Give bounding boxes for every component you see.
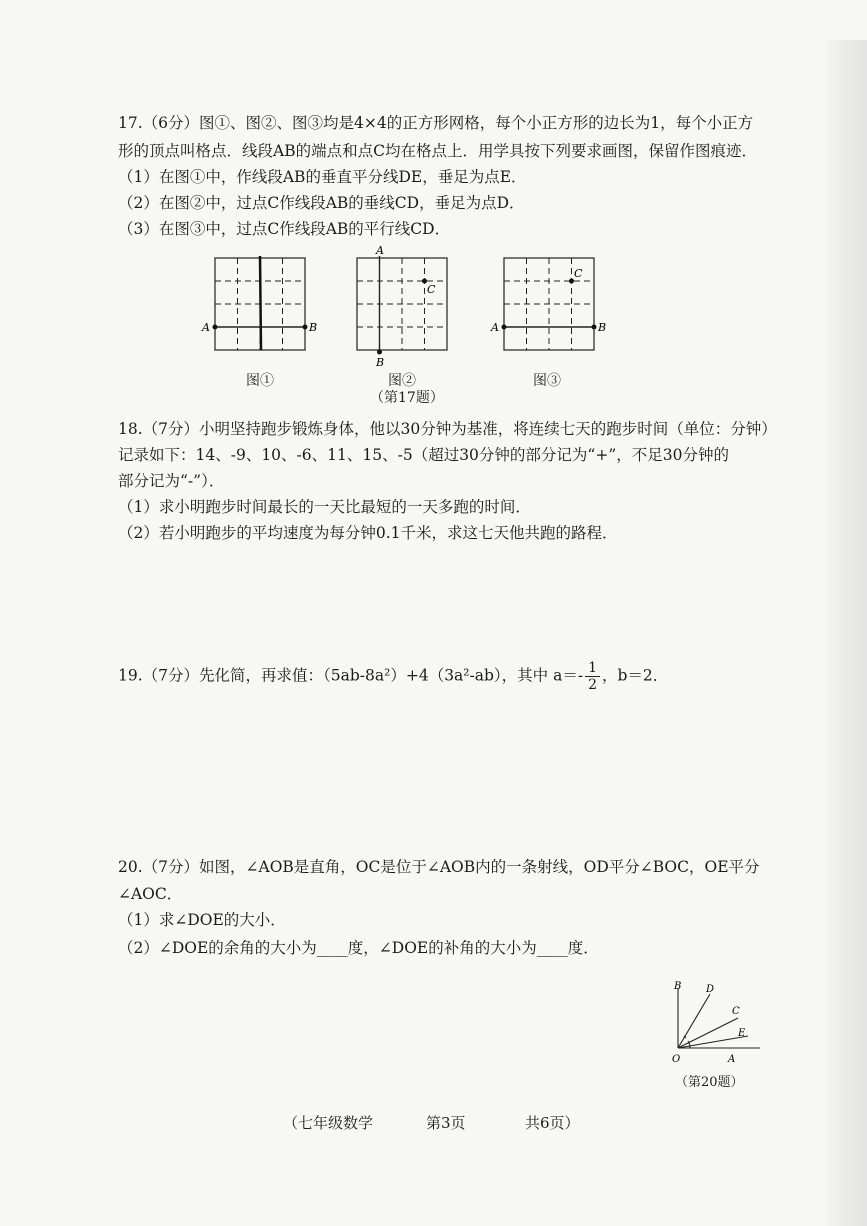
q17-head-line2: 形的顶点叫格点．线段AB的端点和点C均在格点上．用学具按下列要求画图，保留作图痕迹． [118, 142, 757, 160]
svg-text:A: A [491, 321, 499, 334]
fig3-label: 图③ [533, 373, 561, 389]
footer-subject: （七年级数学 [283, 1114, 374, 1132]
scan-edge-shade [827, 40, 867, 1226]
angle-figure [664, 976, 764, 1068]
fig2-label: 图② [388, 373, 416, 389]
q18-head-line3: 部分记为“-”）． [118, 472, 225, 490]
grid-figure-3 [490, 250, 620, 360]
label-a: A [202, 321, 210, 334]
fig1-label: 图① [246, 373, 274, 389]
svg-text:C: C [732, 1006, 740, 1017]
q18-head-line2: 记录如下：14、-9、10、-6、11、15、-5（超过30分钟的部分记为“+”，不足30分钟的 [118, 446, 729, 464]
svg-text:C: C [427, 283, 436, 296]
q19-line [118, 660, 668, 693]
svg-text:A: A [728, 1054, 736, 1065]
q18-part2: （2）若小明跑步的平均速度为每分钟0.1千米，求这七天他共跑的路程． [118, 524, 618, 542]
q20-head: 20.（7分）如图，∠AOB是直角，OC是位于∠AOB内的一条射线，OD平分∠BOC，OE平分 [118, 858, 760, 876]
fraction-one-half: $\frac{1}{2}$ [585, 660, 600, 693]
q17-part1: （1）在图①中，作线段AB的垂直平分线DE，垂足为点E． [118, 168, 527, 186]
q18-head: 18.（7分）小明坚持跑步锻炼身体，他以30分钟为基准，将连续七天的跑步时间（单位：分钟） [118, 420, 777, 438]
q18-part1: （1）求小明跑步时间最长的一天比最短的一天多跑的时间． [118, 498, 531, 516]
drawn-bisector [260, 256, 261, 350]
svg-text:A: A [376, 244, 384, 257]
footer-page: 第3页 [426, 1114, 466, 1132]
svg-text:B: B [598, 321, 607, 334]
q17-caption: （第17题） [370, 390, 444, 406]
svg-text:B: B [376, 356, 385, 369]
q20-part1: （1）求∠DOE的大小． [118, 911, 286, 929]
q17-part2: （2）在图②中，过点C作线段AB的垂线CD，垂足为点D． [118, 194, 525, 212]
q17-part3: （3）在图③中，过点C作线段AB的平行线CD． [118, 220, 451, 238]
q19-head: 19.（7分）先化简，再求值：（5ab-8a²）+4（3a²-ab），其中 a＝- [118, 666, 584, 685]
q20-caption: （第20题） [675, 1075, 744, 1090]
q20-head-line2: ∠AOC． [118, 885, 183, 903]
label-b: B [309, 321, 318, 334]
svg-text:O: O [672, 1054, 681, 1065]
grid-figure-1 [200, 250, 320, 360]
svg-text:D: D [706, 984, 715, 995]
svg-text:E: E [738, 1028, 746, 1039]
grid-figure-2 [345, 244, 465, 370]
footer-total: 共6页） [525, 1114, 580, 1132]
svg-text:B: B [674, 981, 682, 992]
svg-text:C: C [574, 267, 583, 280]
q19-tail: ，b＝2． [601, 666, 669, 685]
q17-head: 17.（6分）图①、图②、图③均是4×4的正方形网格，每个小正方形的边长为1，每个小正方 [118, 114, 754, 132]
q20-part2: （2）∠DOE的余角的大小为____度，∠DOE的补角的大小为____度． [118, 939, 599, 957]
